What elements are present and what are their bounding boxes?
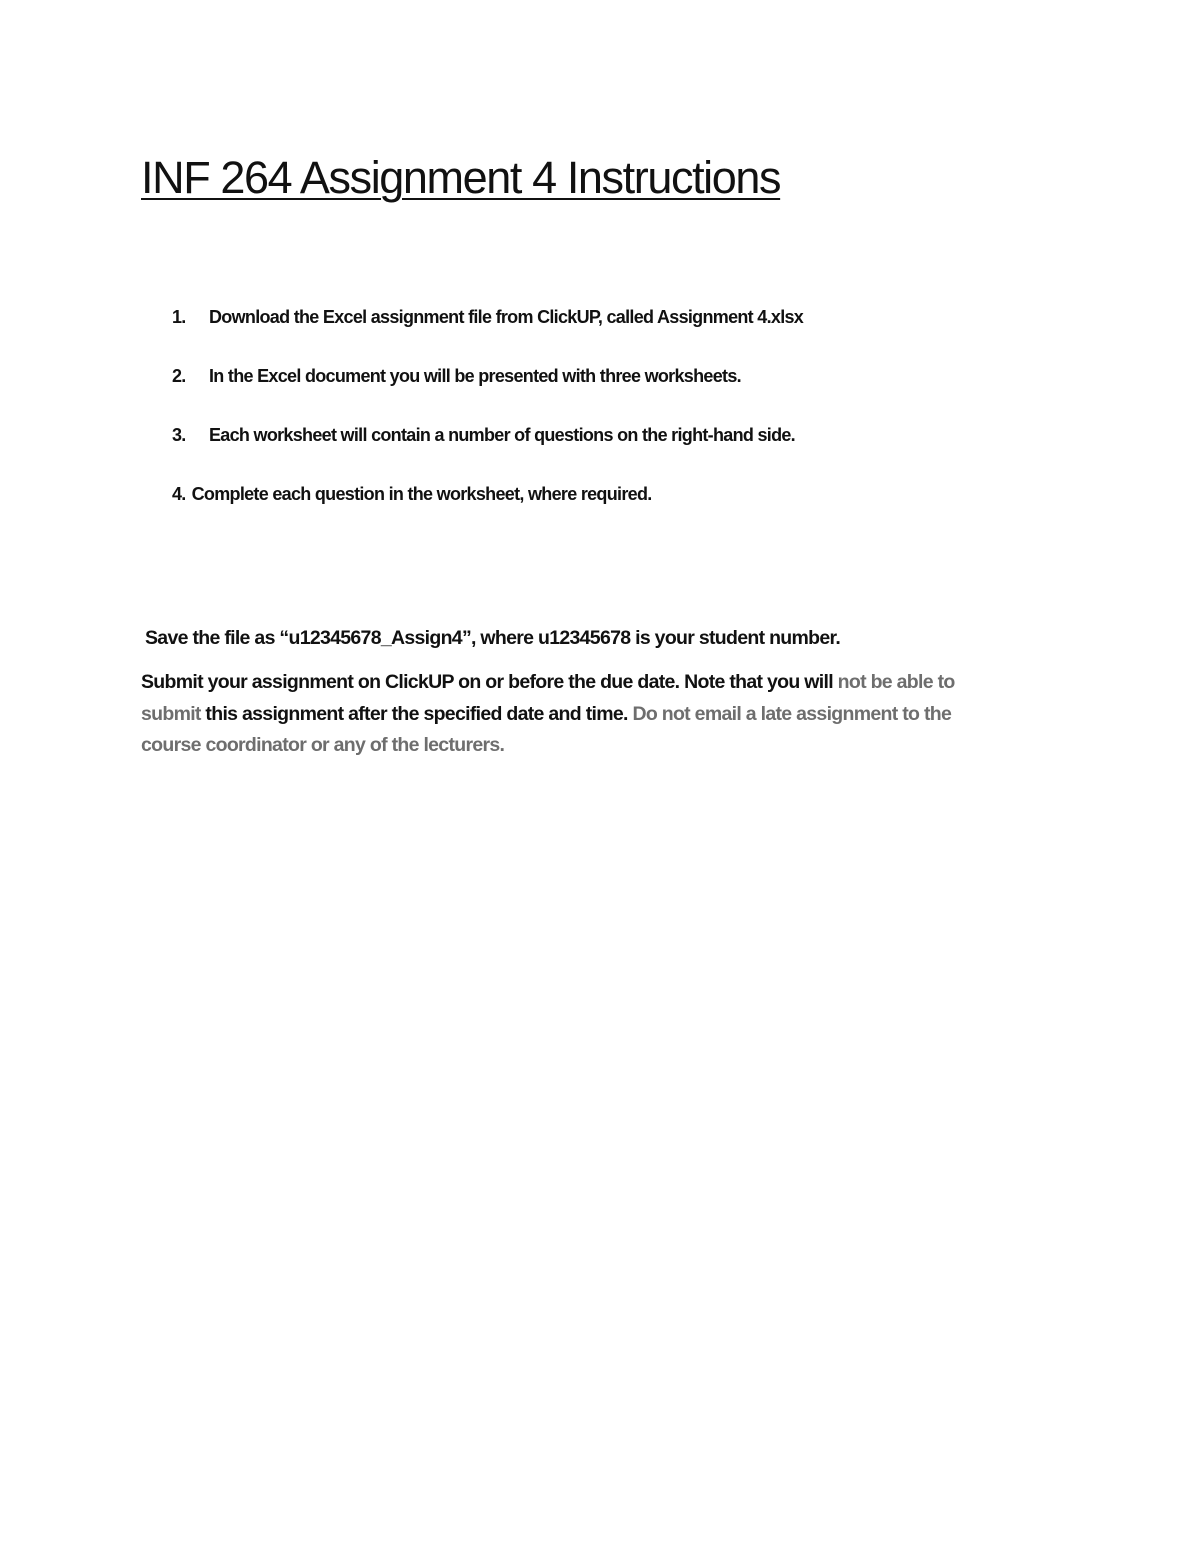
submission-note: [141, 667, 1011, 762]
instruction-list: [172, 302, 803, 538]
step-number: 2.: [172, 366, 186, 386]
instruction-step-2: [172, 361, 803, 420]
submission-warning: not be able to submit: [141, 671, 955, 725]
assignment-file-name: Assignment 4.xlsx: [656, 307, 804, 327]
instruction-step-1: [172, 302, 803, 361]
save-file-note: Save the file as “u12345678_Assign4”, where u12345678 is your student number.: [145, 627, 841, 649]
submission-note-text: Submit your assignment on ClickUP on or before the due date. Note that you will: [141, 671, 838, 693]
instruction-step-3: [172, 420, 803, 479]
document-title: INF 264 Assignment 4 Instructions: [141, 152, 781, 203]
step-text: Complete each question in the worksheet, where required.: [191, 484, 652, 504]
step-text: Download the Excel assignment file from ClickUP, called: [209, 307, 657, 327]
step-text: Each worksheet will contain a number of questions on the right-hand side.: [209, 425, 795, 445]
step-text: In the Excel document you will be presented with three worksheets.: [209, 366, 741, 386]
step-number: 1.: [172, 307, 186, 327]
step-number: 3.: [172, 425, 186, 445]
late-email-warning: Do not email a late assignment to the course coordinator or any of the lecturers.: [141, 702, 952, 756]
step-number: 4.: [172, 484, 186, 504]
instruction-step-4: [172, 479, 803, 538]
submission-note-text: this assignment after the specified date and time.: [200, 702, 633, 725]
